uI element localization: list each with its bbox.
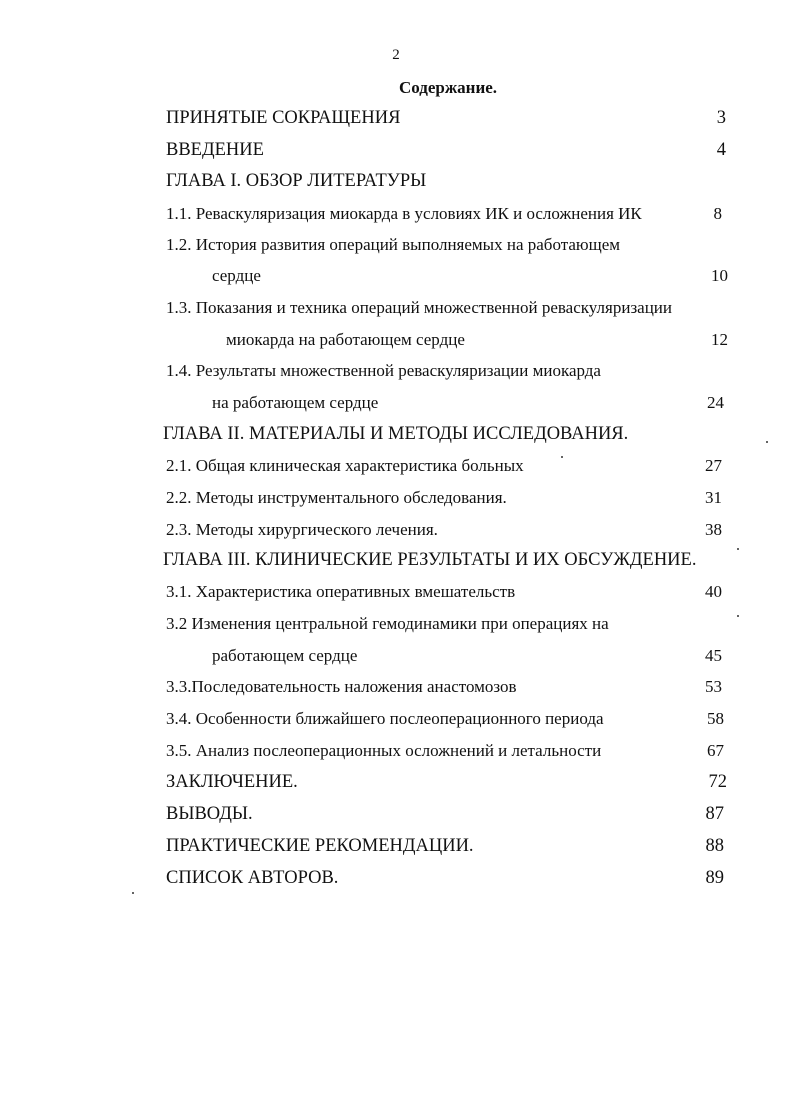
toc-entry-page: 38 xyxy=(705,520,722,539)
toc-entry-text: ГЛАВА II. МАТЕРИАЛЫ И МЕТОДЫ ИССЛЕДОВАНИЯ. xyxy=(163,424,629,444)
toc-entry-text: 1.2. История развития операций выполняемых на работающем xyxy=(166,235,620,254)
toc-entry-text: ВЫВОДЫ. xyxy=(166,804,253,824)
toc-entry-text: работающем сердце xyxy=(212,646,358,665)
toc-entry-page: 27 xyxy=(705,456,722,475)
toc-entry-page: 67 xyxy=(707,741,724,760)
toc-entry-text: 2.2. Методы инструментального обследования. xyxy=(166,488,507,507)
toc-entry-page: 12 xyxy=(711,330,728,349)
toc-entry-text: 2.1. Общая клиническая характеристика больных xyxy=(166,456,524,475)
toc-entry-page: 87 xyxy=(705,804,724,824)
toc-entry-page: 8 xyxy=(713,204,722,223)
toc-entry-page: 4 xyxy=(716,140,726,160)
toc-entry-text: сердце xyxy=(212,266,261,285)
toc-entry-page: 45 xyxy=(705,646,722,665)
toc-entry-page: 24 xyxy=(707,393,724,412)
scan-speck xyxy=(737,615,739,617)
toc-entry-text: ПРИНЯТЫЕ СОКРАЩЕНИЯ xyxy=(166,108,401,128)
scan-speck xyxy=(766,441,768,443)
toc-entry-page: 3 xyxy=(716,108,726,128)
toc-entry-page: 72 xyxy=(708,772,727,792)
scan-speck xyxy=(737,548,739,550)
toc-entry-text: ГЛАВА III. КЛИНИЧЕСКИЕ РЕЗУЛЬТАТЫ И ИХ ОБСУЖДЕНИЕ. xyxy=(163,550,697,570)
toc-entry-text: 3.1. Характеристика оперативных вмешательств xyxy=(166,582,516,601)
toc-entry-text: 1.4. Результаты множественной реваскуляризации миокарда xyxy=(166,361,601,380)
toc-entry-page: 53 xyxy=(705,677,722,696)
toc-entry-page: 88 xyxy=(705,836,724,856)
toc-entry-text: СПИСОК АВТОРОВ. xyxy=(166,868,339,888)
toc-entry-text: 1.3. Показания и техника операций множественной реваскуляризации xyxy=(166,298,672,317)
toc-entry-text: 3.3.Последовательность наложения анастомозов xyxy=(166,677,517,696)
toc-entry-text: ГЛАВА I. ОБЗОР ЛИТЕРАТУРЫ xyxy=(166,171,427,191)
toc-entry-text: 3.4. Особенности ближайшего послеоперационного периода xyxy=(166,709,604,728)
page-number: 2 xyxy=(392,47,400,63)
toc-entry-text: 3.5. Анализ послеоперационных осложнений и летальности xyxy=(166,741,602,760)
scan-speck xyxy=(132,892,134,894)
toc-entry-page: 10 xyxy=(711,266,728,285)
toc-entry-text: 2.3. Методы хирургического лечения. xyxy=(166,520,438,539)
toc-entry-text: миокарда на работающем сердце xyxy=(226,330,465,349)
toc-entry-text: ВВЕДЕНИЕ xyxy=(166,140,264,160)
toc-entry-text: 3.2 Изменения центральной гемодинамики при операциях на xyxy=(166,614,609,633)
toc-entry-page: 89 xyxy=(705,868,724,888)
toc-entry-text: ЗАКЛЮЧЕНИЕ. xyxy=(166,772,298,792)
toc-entry-text: на работающем сердце xyxy=(212,393,379,412)
toc-entry-text: 1.1. Реваскуляризация миокарда в условиях ИК и осложнения ИК xyxy=(166,204,642,223)
toc-entry-page: 40 xyxy=(705,582,722,601)
toc-entry-page: 58 xyxy=(707,709,724,728)
toc-entry-page: 31 xyxy=(705,488,722,507)
toc-title: Содержание. xyxy=(398,78,498,97)
toc-entry-text: ПРАКТИЧЕСКИЕ РЕКОМЕНДАЦИИ. xyxy=(166,836,474,856)
scan-speck xyxy=(561,456,563,458)
